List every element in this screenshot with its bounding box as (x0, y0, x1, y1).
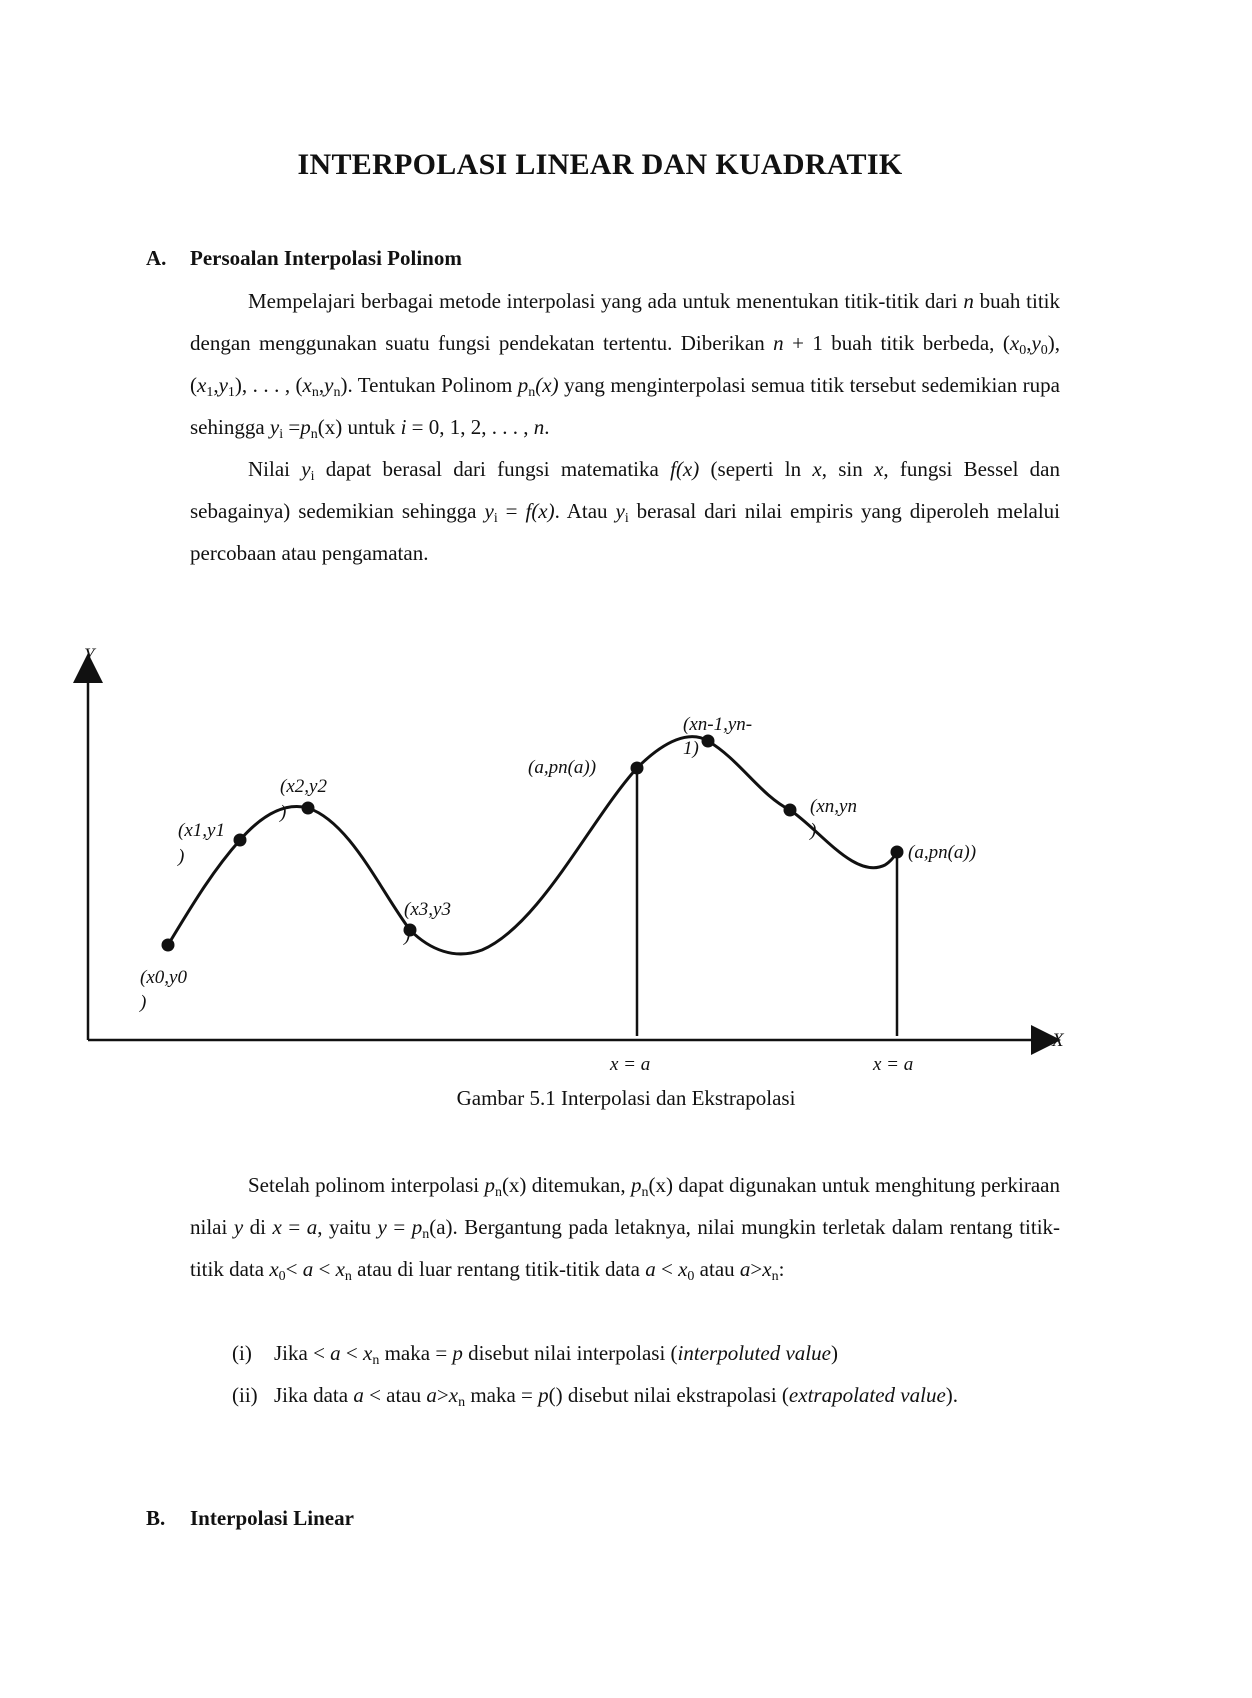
label-x1-close: ) (178, 846, 185, 867)
section-b-title: Interpolasi Linear (190, 1506, 354, 1530)
label-x0: (x0,y0 (140, 967, 187, 988)
label-x2-close: ) (280, 802, 287, 823)
label-xn-1-close: 1) (683, 738, 699, 759)
section-a-title: Persoalan Interpolasi Polinom (190, 246, 462, 270)
condition-list (232, 1332, 1062, 1416)
point-xn (784, 804, 797, 817)
section-a-number: A. (146, 246, 167, 270)
point-x1 (234, 834, 247, 847)
section-b-number: B. (146, 1506, 166, 1530)
point-a-2 (891, 846, 904, 859)
label-xn: (xn,yn (810, 796, 857, 817)
label-x3: (x3,y3 (404, 899, 451, 920)
point-x2 (302, 802, 315, 815)
paragraph-3-wrap (190, 1164, 1060, 1290)
label-x3-close: ) (404, 925, 411, 946)
list-item: (ii) Jika data a < atau $a>x_n$ maka = p() disebut nilai ekstrapolasi (extrapolated value). (232, 1383, 959, 1410)
label-x1: (x1,y1 (178, 820, 225, 841)
point-xn-1 (702, 735, 715, 748)
paragraph-2: Nilai $y_i$ dapat berasal dari fungsi matematika f(x) (seperti ln x, sin x, fungsi Bessel dan sebagainya) sedemikian sehingga $y_i = f(x)$. Atau $y_i$ berasal dari nilai empiris yang diperoleh melalui percobaan atau pengamatan. (190, 457, 1061, 565)
section-a-body (190, 280, 1060, 574)
label-a-2: (a,pn(a)) (908, 842, 977, 863)
label-a-1: (a,pn(a)) (528, 757, 597, 778)
point-a-1 (631, 762, 644, 775)
page-title: INTERPOLASI LINEAR DAN KUADRATIK (297, 148, 903, 181)
paragraph-1: Mempelajari berbagai metode interpolasi yang ada untuk menentukan titik-titik dari n buah titik dengan menggunakan suatu fungsi pendekatan tertentu. Diberikan n + 1 buah titik berbeda, $(x_0,y_0)$, $(x_1,y_1)$, . . . , $(x_n,y_n)$. Tentukan Polinom $p_n(x)$ yang menginterpolasi semua titik tersebut sedemikian rupa sehingga $y_i =p_n(x)$ untuk i = 0, 1, 2, . . . , n. (190, 289, 1061, 442)
label-x2: (x2,y2 (280, 776, 327, 797)
label-x0-close: ) (140, 992, 147, 1013)
x-equals-a-label-2: x = a (873, 1054, 914, 1075)
figure-caption: Gambar 5.1 Interpolasi dan Ekstrapolasi (456, 1086, 796, 1110)
y-axis-label: Y (84, 645, 95, 666)
paragraph-3: Setelah polinom interpolasi $p_n(x)$ ditemukan, $p_n(x)$ dapat digunakan untuk menghitung perkiraan nilai y di x = a, yaitu $y = p_n(a)$. Bergantung pada letaknya, nilai mungkin terletak dalam rentang titik-titik data $x_0< a < x_n$ atau di luar rentang titik-titik data $a < x_0$ atau $a>x_n$: (190, 1173, 1061, 1284)
label-xn-close: ) (810, 820, 817, 841)
point-x0 (162, 939, 175, 952)
x-axis-label: X (1052, 1030, 1064, 1051)
x-equals-a-label-1: x = a (610, 1054, 651, 1075)
list-item: (i) Jika < $a < x_n$ maka = p disebut nilai interpolasi (interpoluted value) (232, 1341, 838, 1368)
interpolation-figure (0, 630, 1200, 1075)
label-xn-1: (xn-1,yn- (683, 714, 753, 735)
